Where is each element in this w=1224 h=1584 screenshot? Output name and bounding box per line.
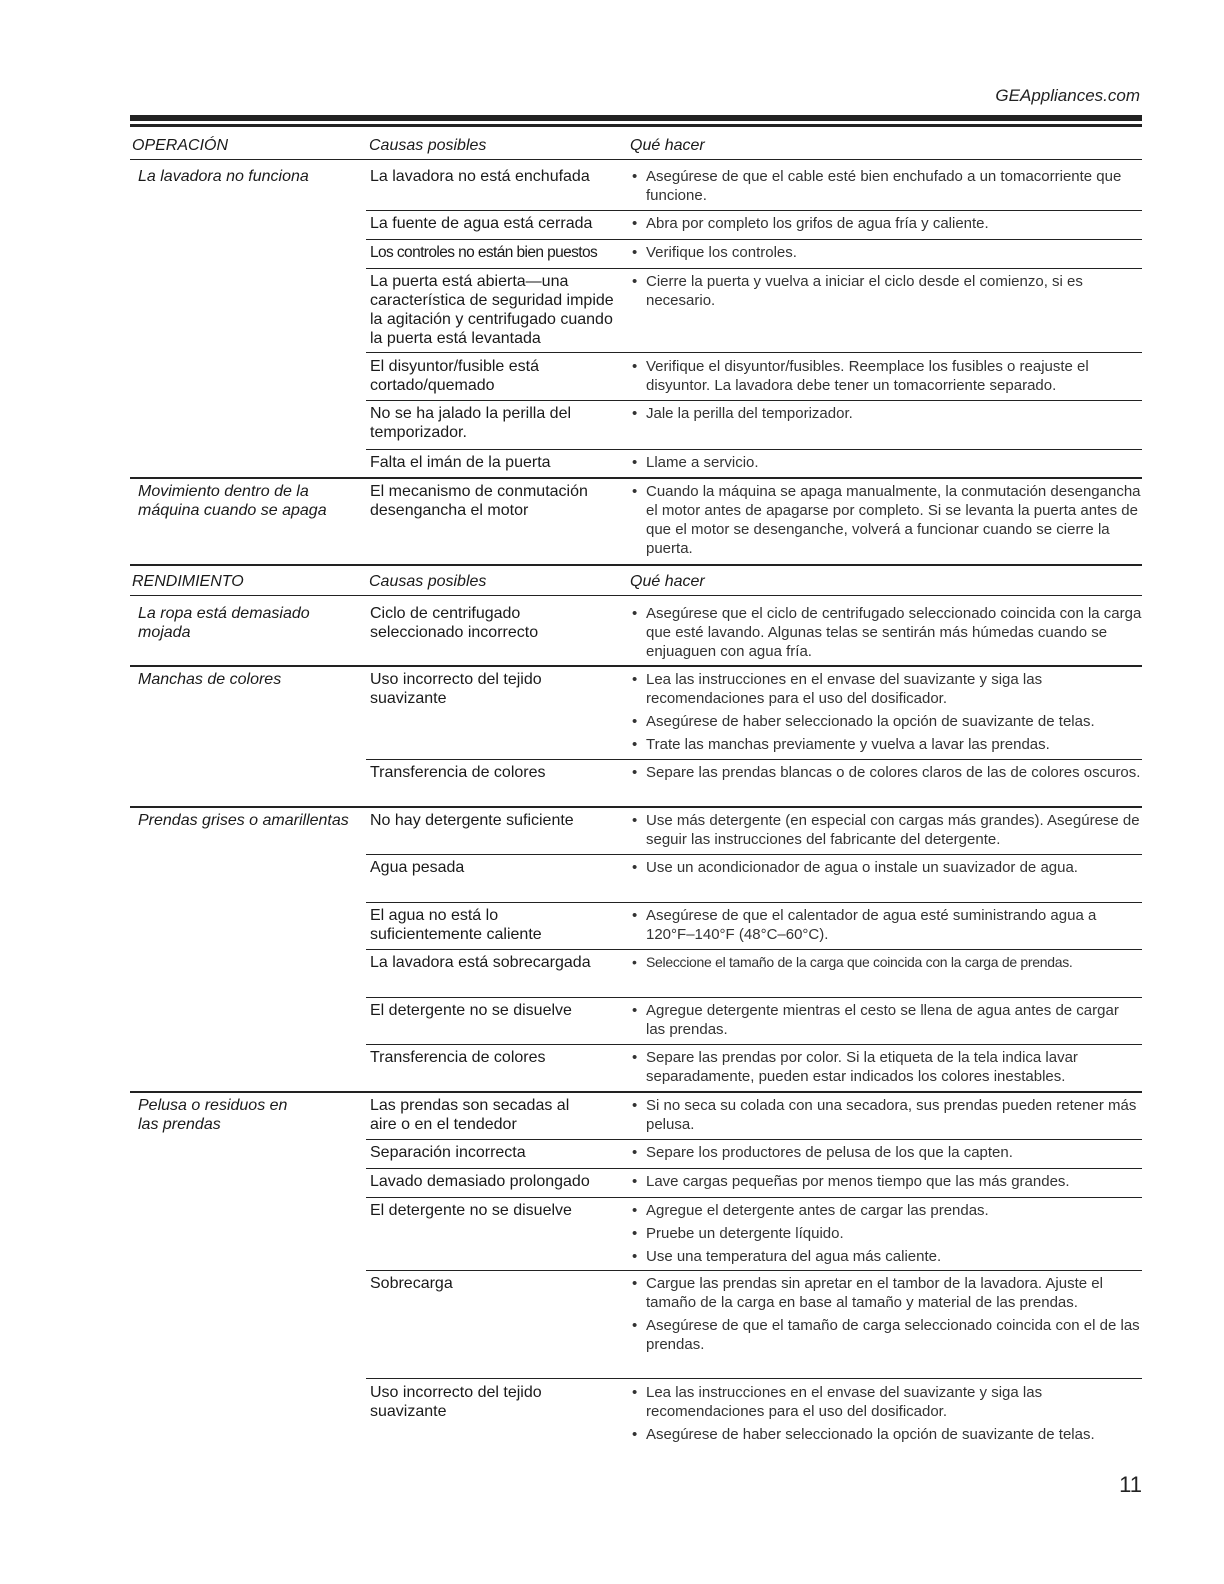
- fix-list: [632, 1143, 1142, 1166]
- group-divider: [130, 665, 1142, 667]
- fix-list: [632, 167, 1142, 209]
- fix-item: • Separe las prendas por color. Si la etiqueta de la tela indica lavar separadamente, pueden estar indicados los colores inestables.: [632, 1048, 1142, 1086]
- fix-list: [632, 272, 1142, 314]
- problem-label: Pelusa o residuos en las prendas: [138, 1097, 288, 1133]
- fix-item: • Asegúrese de haber seleccionado la opción de suavizante de telas.: [632, 712, 1142, 731]
- fix-item: • Jale la perilla del temporizador.: [632, 404, 1142, 423]
- cause-text: Ciclo de centrifugado seleccionado incorrecto: [370, 605, 539, 641]
- cause-text: La fuente de agua está cerrada: [370, 215, 593, 232]
- fix-item: • Verifique el disyuntor/fusibles. Reemplace los fusibles o reajuste el disyuntor. La lavadora debe tener un tomacorriente separado.: [632, 357, 1142, 395]
- row-divider: [366, 1139, 1142, 1140]
- cause-text: Los controles no están bien puestos: [370, 244, 598, 261]
- cause-text: El agua no está lo suficientemente caliente: [370, 907, 542, 943]
- fix-item: • Trate las manchas previamente y vuelva a lavar las prendas.: [632, 735, 1142, 754]
- header-rule: [130, 115, 1142, 121]
- section-header-rendimiento: [130, 567, 1142, 596]
- column-header-causes: Causas posibles: [369, 573, 487, 590]
- row-divider: [366, 1168, 1142, 1169]
- fix-item: • Use un acondicionador de agua o instale un suavizador de agua.: [632, 858, 1142, 877]
- cause-text: La lavadora no está enchufada: [370, 168, 590, 185]
- row-divider: [366, 759, 1142, 760]
- fix-item: • Separe los productores de pelusa de los que la capten.: [632, 1143, 1142, 1162]
- row-divider: [366, 1044, 1142, 1045]
- row-divider: [366, 210, 1142, 211]
- cause-text: No se ha jalado la perilla del temporizador.: [370, 405, 572, 441]
- group-divider: [130, 477, 1142, 479]
- fix-list: [632, 1096, 1142, 1138]
- fix-item: • Separe las prendas blancas o de colores claros de las de colores oscuros.: [632, 763, 1142, 782]
- cause-text: Agua pesada: [370, 859, 465, 876]
- cause-text: Uso incorrecto del tejido suavizante: [370, 1384, 542, 1420]
- row-divider: [366, 1197, 1142, 1198]
- fix-list: [632, 1201, 1142, 1270]
- fix-item: • Cuando la máquina se apaga manualmente, la conmutación desengancha el motor antes de apagarse por completo. Si se levanta la puerta antes de que el motor se desenganche, volverá a funcionar cuando se cierre la puerta.: [632, 482, 1142, 558]
- fix-list: [632, 953, 1142, 976]
- row-divider: [366, 1270, 1142, 1271]
- fix-item: • Asegúrese de haber seleccionado la opción de suavizante de telas.: [632, 1425, 1142, 1444]
- fix-item: • Seleccione el tamaño de la carga que coincida con la carga de prendas.: [632, 953, 1142, 972]
- cause-text: Lavado demasiado prolongado: [370, 1173, 590, 1190]
- header-rule-secondary: [130, 124, 1142, 127]
- cause-text: Uso incorrecto del tejido suavizante: [370, 671, 542, 707]
- fix-list: [632, 482, 1142, 562]
- fix-list: [632, 858, 1142, 881]
- fix-list: [632, 1383, 1142, 1448]
- fix-list: [632, 670, 1142, 758]
- cause-text: Sobrecarga: [370, 1275, 453, 1292]
- fix-item: • Cierre la puerta y vuelva a iniciar el ciclo desde el comienzo, si es necesario.: [632, 272, 1142, 310]
- group-divider: [130, 806, 1142, 808]
- fix-item: • Lea las instrucciones en el envase del suavizante y siga las recomendaciones para el uso del dosificador.: [632, 1383, 1142, 1421]
- row-divider: [366, 949, 1142, 950]
- problem-label: Movimiento dentro de la máquina cuando se apaga: [138, 483, 327, 519]
- row-divider: [366, 239, 1142, 240]
- fix-list: [632, 763, 1142, 786]
- problem-label: Manchas de colores: [138, 671, 282, 688]
- cause-text: La lavadora está sobrecargada: [370, 954, 591, 971]
- site-url: GEAppliances.com: [995, 86, 1140, 105]
- problem-label: Prendas grises o amarillentas: [138, 812, 349, 829]
- column-header-actions: Qué hacer: [630, 573, 705, 590]
- row-divider: [366, 1378, 1142, 1379]
- column-header-causes: Causas posibles: [369, 137, 487, 154]
- fix-item: • Asegúrese de que el calentador de agua esté suministrando agua a 120°F–140°F (48°C–60°C).: [632, 906, 1142, 944]
- cause-text: Separación incorrecta: [370, 1144, 526, 1161]
- problem-label: La lavadora no funciona: [138, 168, 309, 185]
- problem-label: La ropa está demasiado mojada: [138, 605, 310, 641]
- section-title: OPERACIÓN: [132, 137, 229, 154]
- cause-text: Transferencia de colores: [370, 1049, 546, 1066]
- fix-list: [632, 404, 1142, 427]
- group-divider: [130, 1091, 1142, 1093]
- fix-list: [632, 1274, 1142, 1358]
- fix-list: [632, 1048, 1142, 1090]
- fix-item: • Verifique los controles.: [632, 243, 1142, 262]
- fix-item: • Si no seca su colada con una secadora, sus prendas pueden retener más pelusa.: [632, 1096, 1142, 1134]
- row-divider: [366, 902, 1142, 903]
- fix-item: • Asegúrese que el ciclo de centrifugado seleccionado coincida con la carga que esté lavando. Algunas telas se sentirán más húmedas cuando se enjuaguen con agua fría.: [632, 604, 1142, 661]
- row-divider: [366, 268, 1142, 269]
- fix-item: • Asegúrese de que el cable esté bien enchufado a un tomacorriente que funcione.: [632, 167, 1142, 205]
- fix-list: [632, 906, 1142, 948]
- row-divider: [366, 997, 1142, 998]
- section-title: RENDIMIENTO: [132, 573, 244, 590]
- fix-item: • Asegúrese de que el tamaño de carga seleccionado coincida con el de las prendas.: [632, 1316, 1142, 1354]
- cause-text: El mecanismo de conmutación desengancha el motor: [370, 483, 588, 519]
- row-divider: [366, 449, 1142, 450]
- cause-text: El detergente no se disuelve: [370, 1002, 572, 1019]
- fix-item: • Lea las instrucciones en el envase del suavizante y siga las recomendaciones para el uso del dosificador.: [632, 670, 1142, 708]
- fix-item: • Llame a servicio.: [632, 453, 1142, 472]
- fix-item: • Lave cargas pequeñas por menos tiempo que las más grandes.: [632, 1172, 1142, 1191]
- cause-text: El disyuntor/fusible está cortado/quemado: [370, 358, 539, 394]
- section-header-operacion: [130, 131, 1142, 160]
- row-divider: [366, 854, 1142, 855]
- fix-list: [632, 1172, 1142, 1195]
- column-header-actions: Qué hacer: [630, 137, 705, 154]
- fix-list: [632, 811, 1142, 853]
- row-divider: [366, 352, 1142, 353]
- fix-item: • Abra por completo los grifos de agua fría y caliente.: [632, 214, 1142, 233]
- fix-item: • Agregue el detergente antes de cargar las prendas.: [632, 1201, 1142, 1220]
- page-number: 11: [1119, 1472, 1142, 1497]
- cause-text: No hay detergente suficiente: [370, 812, 574, 829]
- fix-item: • Cargue las prendas sin apretar en el tambor de la lavadora. Ajuste el tamaño de la carga en base al tamaño y material de las prendas.: [632, 1274, 1142, 1312]
- cause-text: El detergente no se disuelve: [370, 1202, 572, 1219]
- row-divider: [366, 400, 1142, 401]
- fix-list: [632, 357, 1142, 399]
- cause-text: La puerta está abierta—una característica de seguridad impide la agitación y centrifugado cuando la puerta está levantada: [370, 273, 614, 347]
- cause-text: Las prendas son secadas al aire o en el tendedor: [370, 1097, 570, 1133]
- fix-list: [632, 604, 1142, 665]
- fix-list: [632, 1001, 1142, 1043]
- fix-item: • Pruebe un detergente líquido.: [632, 1224, 1142, 1243]
- fix-item: • Use una temperatura del agua más caliente.: [632, 1247, 1142, 1266]
- fix-item: • Use más detergente (en especial con cargas más grandes). Asegúrese de seguir las instrucciones del fabricante del detergente.: [632, 811, 1142, 849]
- fix-list: [632, 214, 1142, 237]
- cause-text: Falta el imán de la puerta: [370, 454, 551, 471]
- fix-list: [632, 243, 1142, 266]
- group-divider: [130, 564, 1142, 566]
- fix-list: [632, 453, 1142, 476]
- fix-item: • Agregue detergente mientras el cesto se llena de agua antes de cargar las prendas.: [632, 1001, 1142, 1039]
- cause-text: Transferencia de colores: [370, 764, 546, 781]
